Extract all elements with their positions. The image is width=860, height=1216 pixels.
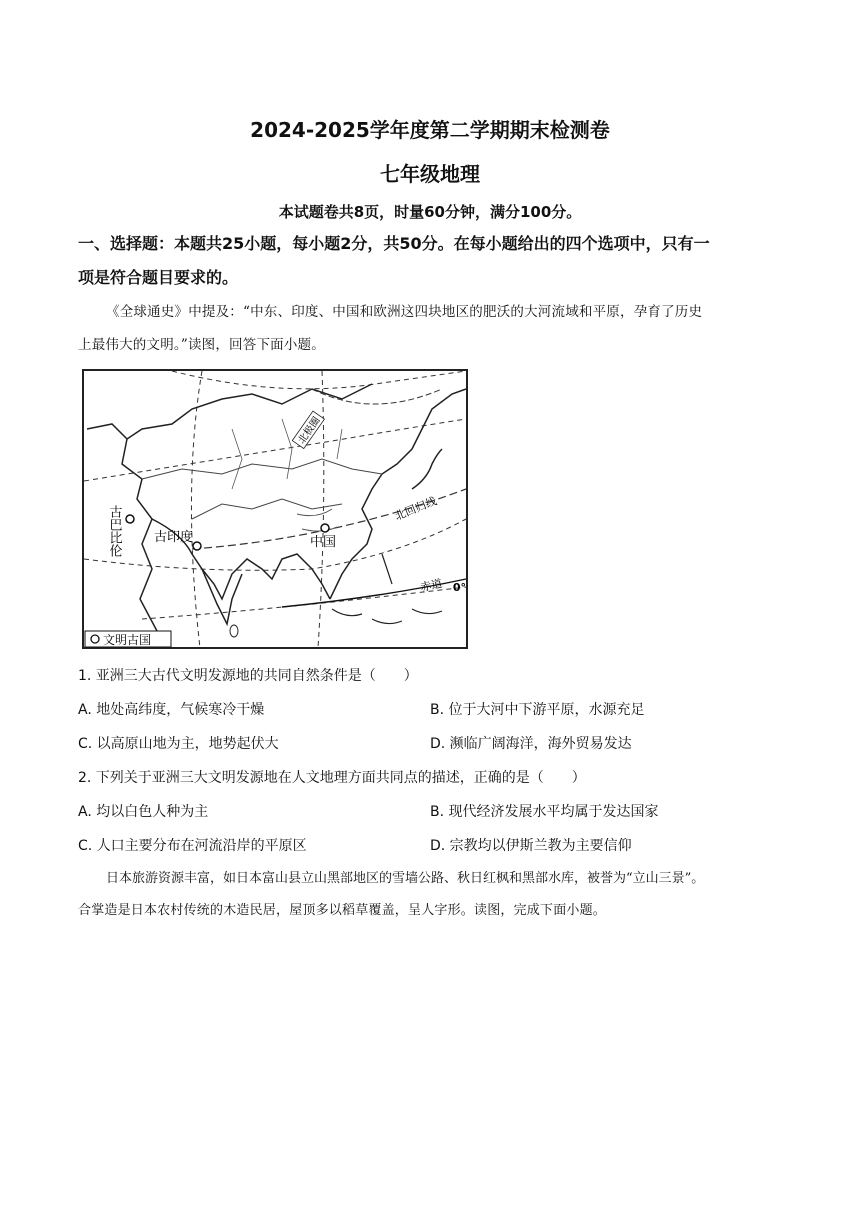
map-label-zero-degree: 0° [452, 581, 466, 594]
legend-marker-icon [91, 635, 99, 643]
map-legend-label: 文明古国 [103, 633, 152, 647]
question-1-option-c[interactable]: C. 以高原山地为主，地势起伏大 [78, 736, 279, 752]
passage2-line2: 合掌造是日本农村传统的木造民居，屋顶多以稻草覆盖，呈人字形。读图，完成下面小题。 [78, 903, 607, 918]
map-label-china: 中国 [310, 535, 337, 550]
exam-title: 2024-2025学年度第二学期期末检测卷 [250, 118, 610, 142]
exam-subtitle: 七年级地理 [380, 162, 480, 186]
question-2-stem: 2. 下列关于亚洲三大文明发源地在人文地理方面共同点的描述，正确的是（ ） [78, 770, 586, 786]
map-label-babylon: 古巴比伦 [106, 505, 122, 557]
question-2-option-d[interactable]: D. 宗教均以伊斯兰教为主要信仰 [430, 838, 632, 854]
asia-civilization-map [82, 369, 468, 649]
passage1-line1: 《全球通史》中提及：“中东、印度、中国和欧洲这四块地区的肥沃的大河流域和平原，孕育了历史 [106, 304, 703, 320]
question-1-option-d[interactable]: D. 濒临广阔海洋，海外贸易发达 [430, 736, 632, 752]
question-2-option-c[interactable]: C. 人口主要分布在河流沿岸的平原区 [78, 838, 307, 854]
map-label-arctic: 北极圈 [296, 415, 323, 447]
question-2-option-b[interactable]: B. 现代经济发展水平均属于发达国家 [430, 804, 659, 820]
section-heading-line2: 项是符合题目要求的。 [78, 268, 239, 287]
question-1-option-b[interactable]: B. 位于大河中下游平原，水源充足 [430, 702, 645, 718]
map-label-india: 古印度 [154, 530, 194, 545]
india-marker [193, 542, 201, 550]
question-1-stem: 1. 亚洲三大古代文明发源地的共同自然条件是（ ） [78, 668, 418, 684]
passage1-line2: 上最伟大的文明。”读图，回答下面小题。 [78, 337, 325, 353]
babylon-marker [126, 515, 134, 523]
exam-info: 本试题卷共8页，时量60分钟，满分100分。 [278, 203, 582, 221]
question-1-option-a[interactable]: A. 地处高纬度，气候寒冷干燥 [78, 702, 265, 718]
map-label-tropic: 北回归线 [392, 494, 439, 524]
china-marker [321, 524, 329, 532]
question-2-option-a[interactable]: A. 均以白色人种为主 [78, 804, 209, 820]
passage2-line1: 日本旅游资源丰富，如日本富山县立山黑部地区的雪墙公路、秋日红枫和黑部水库，被誉为“立山三景”。 [106, 871, 705, 886]
section-heading-line1: 一、选择题：本题共25小题，每小题2分，共50分。在每小题给出的四个选项中，只有一 [78, 234, 710, 253]
map-label-equator: 赤道 [419, 576, 444, 595]
